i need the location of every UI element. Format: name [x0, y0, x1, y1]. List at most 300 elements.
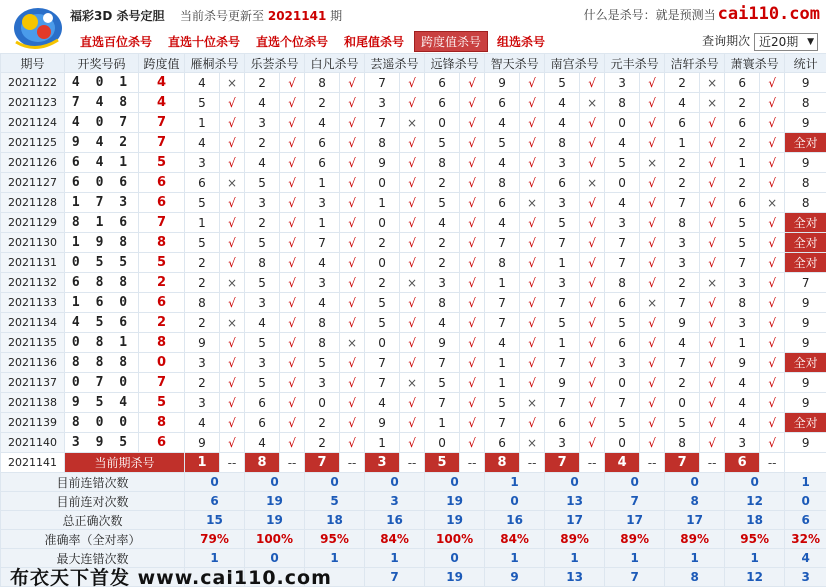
- check-icon: √: [400, 333, 425, 353]
- kill-number-cell: 1: [305, 173, 340, 193]
- draw-code-cell: 8 0 0: [65, 413, 139, 433]
- col-expert: 远锋杀号: [425, 54, 485, 73]
- kill-number-cell: 6: [545, 173, 580, 193]
- span-cell: 8: [139, 413, 185, 433]
- check-icon: √: [760, 293, 785, 313]
- check-icon: √: [460, 173, 485, 193]
- kill-number-cell: 1: [365, 433, 400, 453]
- cross-icon: ×: [700, 93, 725, 113]
- current-kill-number: 8: [245, 453, 280, 473]
- kill-number-cell: 2: [425, 173, 460, 193]
- current-kill-number: 4: [605, 453, 640, 473]
- stat-value: 5: [305, 492, 365, 511]
- cross-icon: ×: [400, 373, 425, 393]
- check-icon: √: [580, 373, 605, 393]
- kill-number-cell: 2: [185, 313, 220, 333]
- check-icon: √: [640, 73, 665, 93]
- check-icon: √: [640, 373, 665, 393]
- col-expert: 芸遥杀号: [365, 54, 425, 73]
- stat-value: 79%: [185, 530, 245, 549]
- total-cell: 全对: [785, 133, 826, 153]
- kill-number-cell: 3: [725, 273, 760, 293]
- check-icon: √: [220, 393, 245, 413]
- current-kill-label: 当前期杀号: [65, 453, 185, 473]
- query-label: 查询期次: [702, 34, 751, 48]
- span-cell: 6: [139, 193, 185, 213]
- check-icon: √: [460, 213, 485, 233]
- check-icon: √: [700, 313, 725, 333]
- check-icon: √: [340, 73, 365, 93]
- kill-number-cell: 3: [245, 353, 280, 373]
- check-icon: √: [700, 393, 725, 413]
- period-select-value: 近20期: [759, 34, 799, 49]
- total-cell: 9: [785, 333, 826, 353]
- total-cell: 8: [785, 193, 826, 213]
- check-icon: √: [460, 113, 485, 133]
- kill-number-cell: 6: [725, 193, 760, 213]
- check-icon: √: [580, 293, 605, 313]
- check-icon: √: [580, 313, 605, 333]
- kill-number-cell: 7: [485, 233, 520, 253]
- kill-number-cell: 6: [665, 113, 700, 133]
- check-icon: √: [400, 253, 425, 273]
- period-cell: 2021127: [1, 173, 65, 193]
- kill-number-cell: 3: [545, 193, 580, 213]
- kill-number-cell: 4: [305, 253, 340, 273]
- total-cell: 全对: [785, 253, 826, 273]
- draw-code-cell: 0 8 1: [65, 333, 139, 353]
- kill-number-cell: 8: [665, 213, 700, 233]
- kill-number-cell: 3: [185, 393, 220, 413]
- stat-value: 84%: [365, 530, 425, 549]
- check-icon: √: [580, 73, 605, 93]
- check-icon: √: [760, 373, 785, 393]
- kill-number-cell: 2: [365, 233, 400, 253]
- update-prefix: 当前杀号更新至: [180, 9, 265, 23]
- current-kill-pending: --: [340, 453, 365, 473]
- check-icon: √: [460, 313, 485, 333]
- draw-code-cell: 4 0 7: [65, 113, 139, 133]
- stat-value: 84%: [485, 530, 545, 549]
- span-cell: 6: [139, 173, 185, 193]
- kill-number-cell: 9: [185, 433, 220, 453]
- draw-code-cell: 9 4 2: [65, 133, 139, 153]
- tab-hundreds-kill[interactable]: 直选百位杀号: [80, 35, 153, 49]
- current-kill-number: 8: [485, 453, 520, 473]
- cross-icon: ×: [220, 273, 245, 293]
- kill-number-cell: 3: [725, 433, 760, 453]
- check-icon: √: [340, 313, 365, 333]
- stat-label: 目前连对次数: [1, 492, 185, 511]
- check-icon: √: [580, 413, 605, 433]
- current-kill-pending: --: [580, 453, 605, 473]
- kill-number-cell: 2: [665, 373, 700, 393]
- check-icon: √: [220, 333, 245, 353]
- check-icon: √: [640, 273, 665, 293]
- stat-value: 1: [785, 473, 826, 492]
- stat-value: 1: [545, 549, 605, 568]
- check-icon: √: [400, 153, 425, 173]
- check-icon: √: [580, 133, 605, 153]
- check-icon: √: [640, 173, 665, 193]
- kill-number-cell: 4: [665, 93, 700, 113]
- draw-code-cell: 4 5 6: [65, 313, 139, 333]
- kill-number-cell: 2: [725, 133, 760, 153]
- period-cell: 2021124: [1, 113, 65, 133]
- kill-number-cell: 5: [485, 133, 520, 153]
- check-icon: √: [340, 253, 365, 273]
- table-row: [1, 233, 826, 253]
- tab-units-kill[interactable]: 直选个位杀号: [256, 35, 329, 49]
- kill-number-cell: 4: [485, 333, 520, 353]
- table-row: [1, 113, 826, 133]
- check-icon: √: [220, 413, 245, 433]
- check-icon: √: [340, 353, 365, 373]
- check-icon: √: [400, 173, 425, 193]
- kill-number-cell: 7: [365, 373, 400, 393]
- cross-icon: ×: [700, 73, 725, 93]
- table-row: [1, 193, 826, 213]
- kill-number-cell: 7: [605, 233, 640, 253]
- current-kill-pending: --: [400, 453, 425, 473]
- total-cell: 8: [785, 93, 826, 113]
- kill-number-cell: 2: [665, 73, 700, 93]
- stat-value: 19: [425, 492, 485, 511]
- kill-number-cell: 7: [365, 73, 400, 93]
- col-expert: 元丰杀号: [605, 54, 665, 73]
- kill-number-cell: 5: [185, 93, 220, 113]
- stat-value: 0: [605, 473, 665, 492]
- kill-number-cell: 8: [545, 133, 580, 153]
- kill-number-cell: 5: [545, 313, 580, 333]
- check-icon: √: [580, 233, 605, 253]
- kill-number-cell: 2: [425, 253, 460, 273]
- kill-number-cell: 5: [605, 153, 640, 173]
- check-icon: √: [520, 93, 545, 113]
- check-icon: √: [520, 333, 545, 353]
- check-icon: √: [640, 133, 665, 153]
- kill-number-cell: 7: [365, 113, 400, 133]
- check-icon: √: [340, 433, 365, 453]
- tab-tens-kill[interactable]: 直选十位杀号: [168, 35, 241, 49]
- total-cell: 7: [785, 273, 826, 293]
- kill-number-cell: 9: [365, 153, 400, 173]
- kill-number-cell: 2: [305, 433, 340, 453]
- check-icon: √: [220, 373, 245, 393]
- cross-icon: ×: [640, 293, 665, 313]
- stat-value: 19: [425, 568, 485, 587]
- kill-number-cell: 7: [485, 413, 520, 433]
- check-icon: √: [580, 253, 605, 273]
- kill-number-cell: 4: [425, 313, 460, 333]
- current-kill-pending: --: [760, 453, 785, 473]
- stat-value: 18: [725, 511, 785, 530]
- stat-value: 0: [185, 473, 245, 492]
- check-icon: √: [460, 433, 485, 453]
- check-icon: √: [460, 93, 485, 113]
- kill-number-cell: 9: [545, 373, 580, 393]
- kill-number-cell: 3: [605, 73, 640, 93]
- check-icon: √: [640, 233, 665, 253]
- kill-number-cell: 7: [485, 293, 520, 313]
- check-icon: √: [280, 73, 305, 93]
- cross-icon: ×: [520, 433, 545, 453]
- kill-number-cell: 1: [545, 333, 580, 353]
- period-cell: 2021132: [1, 273, 65, 293]
- table-row: [1, 173, 826, 193]
- kill-number-cell: 4: [545, 93, 580, 113]
- total-cell: 8: [785, 173, 826, 193]
- kill-number-cell: 8: [305, 73, 340, 93]
- kill-number-cell: 1: [545, 253, 580, 273]
- total-cell: 9: [785, 153, 826, 173]
- span-cell: 5: [139, 253, 185, 273]
- check-icon: √: [520, 273, 545, 293]
- stat-value: 17: [605, 511, 665, 530]
- stat-value: 100%: [425, 530, 485, 549]
- kill-number-cell: 3: [365, 93, 400, 113]
- kill-number-cell: 1: [305, 213, 340, 233]
- check-icon: √: [220, 233, 245, 253]
- span-cell: 6: [139, 293, 185, 313]
- site-link[interactable]: cai110.com: [717, 4, 820, 24]
- check-icon: √: [640, 353, 665, 373]
- kill-number-cell: 7: [665, 353, 700, 373]
- kill-number-cell: 7: [725, 253, 760, 273]
- kill-number-cell: 0: [365, 333, 400, 353]
- cross-icon: ×: [640, 153, 665, 173]
- kill-number-cell: 6: [605, 293, 640, 313]
- check-icon: √: [400, 93, 425, 113]
- check-icon: √: [460, 193, 485, 213]
- check-icon: √: [280, 153, 305, 173]
- check-icon: √: [280, 233, 305, 253]
- kill-number-cell: 5: [665, 413, 700, 433]
- table-body: [1, 73, 826, 587]
- check-icon: √: [760, 273, 785, 293]
- table-row: [1, 153, 826, 173]
- stat-value: 0: [485, 492, 545, 511]
- check-icon: √: [580, 273, 605, 293]
- period-query: [702, 32, 818, 51]
- draw-code-cell: 1 9 8: [65, 233, 139, 253]
- span-cell: 5: [139, 153, 185, 173]
- cross-icon: ×: [700, 273, 725, 293]
- draw-code-cell: 4 0 1: [65, 73, 139, 93]
- check-icon: √: [760, 313, 785, 333]
- kill-number-cell: 1: [725, 153, 760, 173]
- stat-value: 0: [785, 492, 826, 511]
- kill-number-cell: 7: [665, 193, 700, 213]
- check-icon: √: [280, 413, 305, 433]
- check-icon: √: [760, 233, 785, 253]
- draw-code-cell: 1 6 0: [65, 293, 139, 313]
- total-cell: 9: [785, 373, 826, 393]
- draw-code-cell: 8 8 8: [65, 353, 139, 373]
- kill-number-cell: 0: [605, 113, 640, 133]
- check-icon: √: [460, 253, 485, 273]
- kill-number-cell: 2: [245, 73, 280, 93]
- kill-number-cell: 7: [305, 233, 340, 253]
- kill-number-cell: 2: [305, 93, 340, 113]
- check-icon: √: [700, 413, 725, 433]
- kill-number-cell: 5: [545, 73, 580, 93]
- kill-number-cell: 8: [605, 273, 640, 293]
- kill-number-cell: 8: [485, 253, 520, 273]
- check-icon: √: [700, 113, 725, 133]
- kill-number-cell: 8: [305, 313, 340, 333]
- span-cell: 7: [139, 373, 185, 393]
- check-icon: √: [280, 393, 305, 413]
- stat-value: 15: [185, 511, 245, 530]
- kill-number-cell: 4: [485, 213, 520, 233]
- kill-number-cell: 5: [185, 193, 220, 213]
- total-cell: 9: [785, 393, 826, 413]
- cross-icon: ×: [760, 193, 785, 213]
- kill-number-cell: 9: [365, 413, 400, 433]
- stat-value: 0: [725, 473, 785, 492]
- kill-number-cell: 4: [725, 413, 760, 433]
- kill-number-cell: 6: [185, 173, 220, 193]
- check-icon: √: [760, 153, 785, 173]
- update-suffix: 期: [330, 9, 343, 23]
- check-icon: √: [520, 133, 545, 153]
- kill-number-cell: 1: [185, 113, 220, 133]
- current-kill-pending: --: [220, 453, 245, 473]
- kill-number-cell: 2: [185, 273, 220, 293]
- kill-number-cell: 6: [485, 193, 520, 213]
- check-icon: √: [400, 353, 425, 373]
- kill-number-cell: 1: [665, 133, 700, 153]
- check-icon: √: [340, 193, 365, 213]
- check-icon: √: [580, 113, 605, 133]
- table-row: [1, 333, 826, 353]
- check-icon: √: [580, 393, 605, 413]
- kill-number-cell: 7: [545, 293, 580, 313]
- stat-value: 16: [485, 511, 545, 530]
- kill-number-cell: 5: [245, 233, 280, 253]
- stat-value: 0: [665, 473, 725, 492]
- kill-number-cell: 0: [365, 213, 400, 233]
- table-row: [1, 273, 826, 293]
- kill-number-cell: 1: [485, 373, 520, 393]
- update-info: [180, 7, 342, 24]
- span-cell: 5: [139, 393, 185, 413]
- check-icon: √: [520, 353, 545, 373]
- col-expert: 乐荟杀号: [245, 54, 305, 73]
- check-icon: √: [340, 93, 365, 113]
- kill-number-cell: 9: [725, 353, 760, 373]
- check-icon: √: [760, 353, 785, 373]
- stat-value: 7: [605, 568, 665, 587]
- kill-number-cell: 3: [545, 153, 580, 173]
- draw-code-cell: 6 4 1: [65, 153, 139, 173]
- span-cell: 7: [139, 133, 185, 153]
- check-icon: √: [640, 213, 665, 233]
- span-cell: 7: [139, 213, 185, 233]
- stat-value: 1: [185, 549, 245, 568]
- kill-number-cell: 4: [185, 133, 220, 153]
- col-expert: 南宫杀号: [545, 54, 605, 73]
- stat-value: 1: [605, 549, 665, 568]
- current-period-cell: 2021141: [1, 453, 65, 473]
- check-icon: √: [220, 213, 245, 233]
- check-icon: √: [340, 373, 365, 393]
- stat-value: 0: [305, 473, 365, 492]
- col-expert: 萧寰杀号: [725, 54, 785, 73]
- kill-number-cell: 5: [425, 133, 460, 153]
- stat-value: 95%: [305, 530, 365, 549]
- cross-icon: ×: [220, 313, 245, 333]
- kill-number-cell: 6: [725, 73, 760, 93]
- kill-number-cell: 2: [245, 133, 280, 153]
- stat-value: 0: [245, 549, 305, 568]
- stat-row: [1, 511, 826, 530]
- kill-number-cell: 2: [185, 373, 220, 393]
- current-kill-number: 1: [185, 453, 220, 473]
- stat-value: 12: [725, 492, 785, 511]
- check-icon: √: [460, 353, 485, 373]
- tab-span-kill[interactable]: 跨度值杀号: [414, 31, 488, 52]
- kill-number-cell: 4: [485, 113, 520, 133]
- tab-sumtail-kill[interactable]: 和尾值杀号: [344, 35, 405, 49]
- kill-number-cell: 5: [305, 353, 340, 373]
- kill-number-cell: 4: [245, 433, 280, 453]
- kill-number-cell: 4: [245, 153, 280, 173]
- check-icon: √: [220, 133, 245, 153]
- kill-number-cell: 4: [605, 193, 640, 213]
- period-cell: 2021129: [1, 213, 65, 233]
- kill-number-cell: 0: [365, 173, 400, 193]
- check-icon: √: [700, 333, 725, 353]
- check-icon: √: [280, 353, 305, 373]
- stat-value: 3: [365, 492, 425, 511]
- check-icon: √: [700, 373, 725, 393]
- stat-value: 1: [365, 549, 425, 568]
- kill-number-cell: 5: [605, 413, 640, 433]
- kill-number-cell: 5: [725, 233, 760, 253]
- check-icon: √: [400, 193, 425, 213]
- kill-number-cell: 3: [605, 353, 640, 373]
- stat-value: 9: [485, 568, 545, 587]
- tab-group-kill[interactable]: 组选杀号: [497, 35, 546, 49]
- table-row: [1, 293, 826, 313]
- check-icon: √: [520, 173, 545, 193]
- kill-number-cell: 7: [665, 293, 700, 313]
- draw-code-cell: 0 7 0: [65, 373, 139, 393]
- kill-number-cell: 7: [425, 393, 460, 413]
- cross-icon: ×: [340, 333, 365, 353]
- check-icon: √: [640, 413, 665, 433]
- check-icon: √: [640, 433, 665, 453]
- check-icon: √: [460, 373, 485, 393]
- kill-number-cell: 3: [605, 213, 640, 233]
- header-row: [1, 54, 826, 73]
- period-cell: 2021138: [1, 393, 65, 413]
- check-icon: √: [280, 333, 305, 353]
- check-icon: √: [460, 133, 485, 153]
- kill-number-cell: 5: [425, 193, 460, 213]
- kill-number-cell: 4: [245, 313, 280, 333]
- check-icon: √: [760, 253, 785, 273]
- kill-number-cell: 8: [665, 433, 700, 453]
- period-select[interactable]: [754, 33, 818, 51]
- table-row: [1, 433, 826, 453]
- kill-number-cell: 5: [185, 233, 220, 253]
- check-icon: √: [520, 413, 545, 433]
- stat-value: 89%: [605, 530, 665, 549]
- kill-number-cell: 2: [665, 153, 700, 173]
